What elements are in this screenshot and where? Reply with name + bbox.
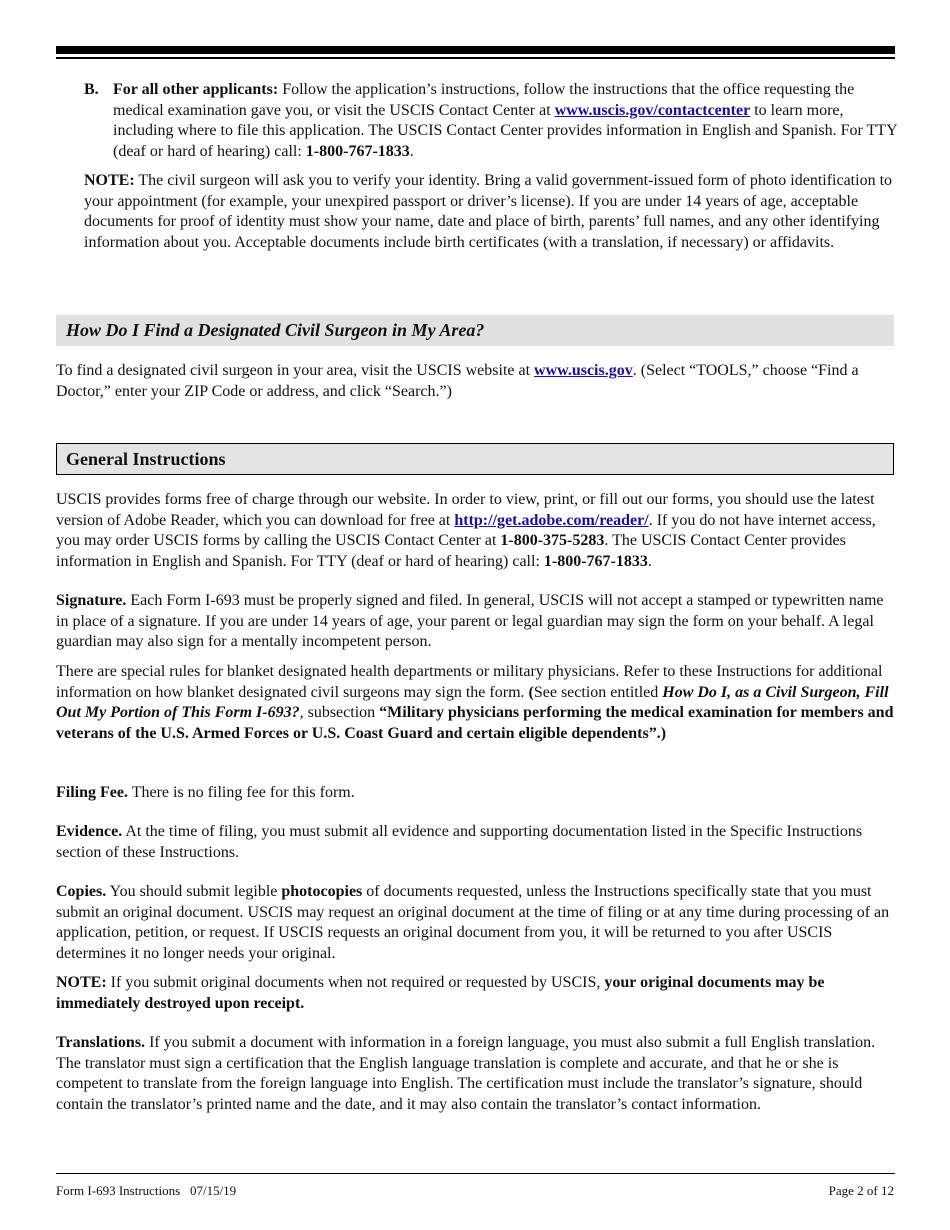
evidence-paragraph: Evidence. At the time of filing, you must submit all evidence and supporting documentation listed in the Specific Instructions section of these Instructions. <box>56 823 863 861</box>
filing-fee-paragraph: Filing Fee. There is no filing fee for this form. <box>56 784 355 801</box>
top-rule-thin <box>56 57 895 59</box>
footer-page-number: Page 2 of 12 <box>828 1183 894 1198</box>
signature-paragraph: Signature. Each Form I-693 must be properly signed and filed. In general, USCIS will not accept a stamped or typewritten name in place of a signature. If you are under 14 years of age, your parent or legal guardian may sign the form on your behalf. A legal guardian may also sign for a mentally incompetent person. <box>56 592 884 650</box>
general-paragraph: USCIS provides forms free of charge through our website. In order to view, print, or fill out our forms, you should use the latest version of Adobe Reader, which you can download for free at http://get.adobe.com/reader/. If you do not have internet access, you may order USCIS forms by calling the USCIS Contact Center at 1-800-375-5283. The USCIS Contact Center provides information in English and Spanish. For TTY (deaf or hard of hearing) call: 1-800-767-1833. <box>56 491 876 570</box>
top-rule <box>56 46 895 54</box>
contact-phone: 1-800-375-5283 <box>500 532 605 549</box>
copies-paragraph: Copies. You should submit legible photocopies of documents requested, unless the Instructions specifically state that you must submit an original document. USCIS may request an original document at the time of filing or at any time during processing of an application, petition, or request. If USCIS requests an original document from you, it will be returned to you after USCIS determines it no longer needs your original. <box>56 883 890 962</box>
general-instructions-heading: General Instructions <box>56 443 894 475</box>
item-b-letter: B. <box>84 81 99 98</box>
subsection-title: “Military physicians performing the medical examination for members and veterans of the U.S. Armed Forces or U.S. Coast Guard and certain eligible dependents”.) <box>56 704 894 742</box>
item-b-heading: For all other applicants: <box>113 81 279 98</box>
section-title: How Do I, as a Civil Surgeon, Fill Out My Portion of This Form I-693? <box>56 683 889 721</box>
find-surgeon-paragraph: To find a designated civil surgeon in your area, visit the USCIS website at www.uscis.gov. (Select “TOOLS,” choose “Find a Doctor,” enter your ZIP Code or address, and click “Search.”) <box>56 362 859 400</box>
bottom-rule <box>56 1173 895 1174</box>
contact-center-link[interactable]: www.uscis.gov/contactcenter <box>554 101 751 119</box>
note-originals: NOTE: If you submit original documents when not required or requested by USCIS, your original documents may be immediately destroyed upon receipt. <box>56 974 825 1012</box>
translations-paragraph: Translations. If you submit a document with information in a foreign language, you must also submit a full English translation. The translator must sign a certification that the English language translation is complete and accurate, and that he or she is competent to translate from the foreign language into English. The certification must include the translator’s signature, should contain the translator’s printed name and the date, and it may also contain the translator’s contact information. <box>56 1034 876 1113</box>
footer-form-id: Form I-693 Instructions 07/15/19 <box>56 1183 237 1198</box>
tty-phone: 1-800-767-1833 <box>305 142 410 160</box>
special-rules-paragraph: There are special rules for blanket designated health departments or military physicians. Refer to these Instructions for additional information on how blanket designated civil surgeons may sign the form. (See section entitled How Do I, as a Civil Surgeon, Fill Out My Portion of This Form I-693?, subsection “Military physicians performing the medical examination for members and veterans of the U.S. Armed Forces or U.S. Coast Guard and certain eligible dependents”.) <box>56 663 894 742</box>
uscis-website-link[interactable]: www.uscis.gov <box>534 362 633 379</box>
tty-phone-2: 1-800-767-1833 <box>543 552 648 570</box>
item-b-paragraph: For all other applicants: Follow the application’s instructions, follow the instructions that the office requesting the medical examination gave you, or visit the USCIS Contact Center at www.uscis.gov/contactcenter to learn more, including where to file this application. The USCIS Contact Center provides information in English and Spanish. For TTY (deaf or hard of hearing) call: 1-800-767-1833. <box>113 81 898 160</box>
find-surgeon-heading: How Do I Find a Designated Civil Surgeon in My Area? <box>56 315 894 346</box>
note-identity: NOTE: The civil surgeon will ask you to verify your identity. Bring a valid government-issued form of photo identification to your appointment (for example, your unexpired passport or driver’s license). If you are under 14 years of age, acceptable documents for proof of identity must show your name, date and place of birth, parents’ full names, and any other identifying information about you. Acceptable documents include birth certificates (with a translation, if necessary) or affidavits. <box>84 172 893 251</box>
adobe-reader-link[interactable]: http://get.adobe.com/reader/ <box>454 511 649 529</box>
